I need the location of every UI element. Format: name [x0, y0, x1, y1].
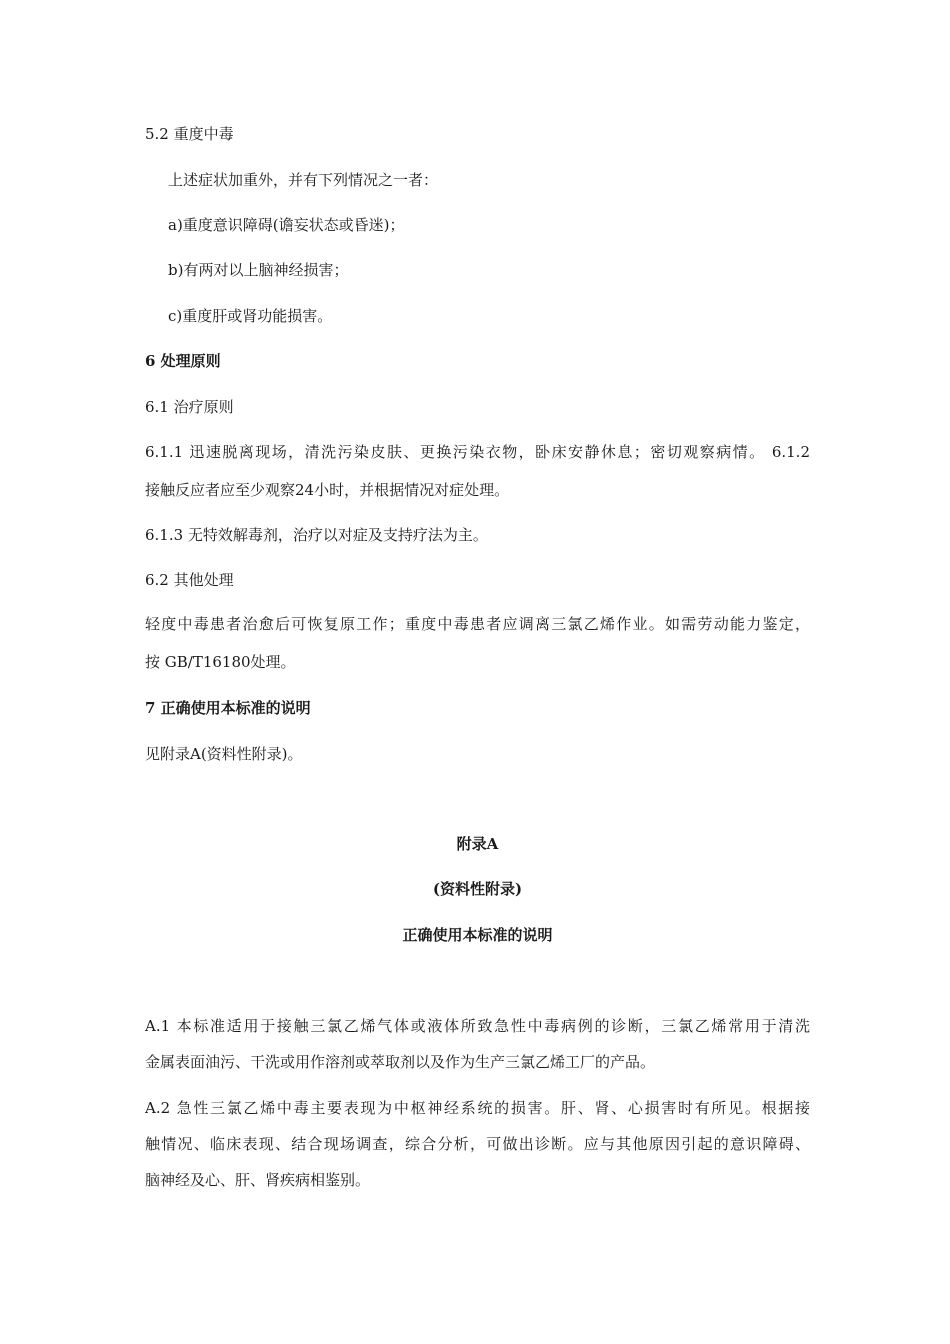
section-5-2-item-a: a)重度意识障碍(谵妄状态或昏迷)； — [168, 216, 405, 234]
section-5-2-item-c: c)重度肝或肾功能损害。 — [168, 307, 333, 325]
section-6-heading: 6 处理原则 — [145, 352, 221, 370]
section-6-2-line2: 按 GB/T16180处理。 — [145, 653, 296, 671]
section-7-heading: 7 正确使用本标准的说明 — [145, 699, 311, 717]
section-7-text: 见附录A(资料性附录)。 — [145, 745, 303, 763]
section-6-1-1-line2: 接触反应者应至少观察24小时，并根据情况对症处理。 — [145, 481, 510, 499]
appendix-a2-line2: 触情况、临床表现、结合现场调查，综合分析，可做出诊断。应与其他原因引起的意识障碍、 — [145, 1135, 810, 1153]
section-6-1-1-line1: 6.1.1 迅速脱离现场，清洗污染皮肤、更换污染衣物，卧床安静休息；密切观察病情。 6.1.2 — [145, 443, 810, 461]
appendix-a2-line1: A.2 急性三氯乙烯中毒主要表现为中枢神经系统的损害。肝、肾、心损害时有所见。根据接 — [145, 1099, 810, 1117]
section-5-2-intro: 上述症状加重外，并有下列情况之一者： — [168, 171, 439, 189]
section-6-2-line1: 轻度中毒患者治愈后可恢复原工作；重度中毒患者应调离三氯乙烯作业。如需劳动能力鉴定， — [145, 615, 810, 633]
section-6-1-3: 6.1.3 无特效解毒剂，治疗以对症及支持疗法为主。 — [145, 526, 488, 544]
appendix-heading: 正确使用本标准的说明 — [402, 926, 553, 944]
appendix-a2-line3: 脑神经及心、肝、肾疾病相鉴别。 — [145, 1171, 371, 1189]
appendix-a1-line2: 金属表面油污、干洗或用作溶剂或萃取剂以及作为生产三氯乙烯工厂的产品。 — [145, 1053, 656, 1071]
section-5-2-heading: 5.2 重度中毒 — [145, 125, 234, 143]
section-6-2-heading: 6.2 其他处理 — [145, 571, 234, 589]
section-6-1-heading: 6.1 治疗原则 — [145, 398, 234, 416]
appendix-subtitle: (资料性附录) — [432, 880, 523, 898]
appendix-title: 附录A — [456, 835, 499, 853]
section-5-2-item-b: b)有两对以上脑神经损害； — [168, 261, 349, 279]
appendix-a1-line1: A.1 本标准适用于接触三氯乙烯气体或液体所致急性中毒病例的诊断，三氯乙烯常用于清洗 — [145, 1017, 810, 1035]
